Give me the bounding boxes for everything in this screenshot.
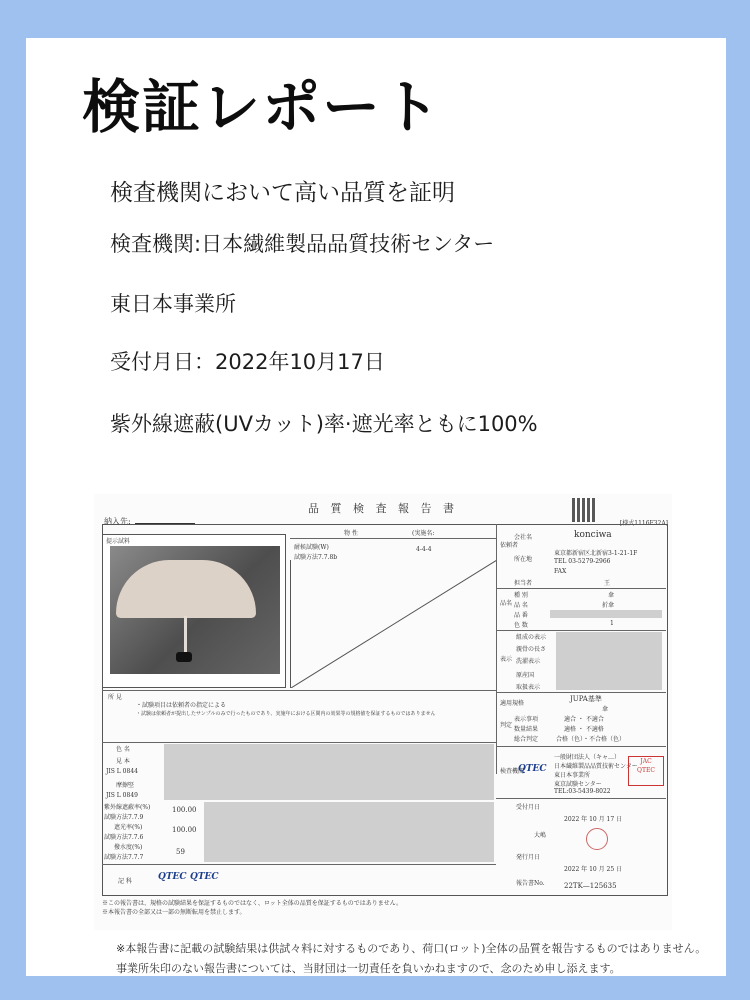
judge-row: 総合判定 bbox=[514, 736, 539, 743]
shaded-cell bbox=[550, 610, 662, 618]
shade-rate-label: 遮光率(%) bbox=[114, 824, 143, 831]
row-label: 摩擦堅 bbox=[116, 782, 135, 789]
inspection-agency: 検査機関:日本繊維製品品質技術センター bbox=[110, 232, 495, 256]
company-name: konciwa bbox=[574, 530, 612, 540]
judge-row: 数量結果 bbox=[514, 726, 539, 733]
qr-code-icon bbox=[572, 498, 596, 522]
org-line: 東京試験センター bbox=[554, 781, 602, 788]
umbrella-canopy-icon bbox=[116, 560, 256, 618]
divider bbox=[496, 588, 666, 589]
footer-note: ※本報告書に記載の試験結果は供試々料に対するものであり、荷口(ロット)全体の品質を報告するものではありません。 bbox=[116, 942, 707, 955]
judge-row: 表示事項 bbox=[514, 716, 539, 723]
blank-diagonal-area bbox=[290, 560, 497, 688]
divider bbox=[496, 524, 497, 774]
org-line: 一般財団法人（キャ…） bbox=[554, 754, 621, 761]
row-label: JIS L 0849 bbox=[106, 792, 138, 799]
umbrella-shaft-icon bbox=[184, 616, 187, 656]
divider bbox=[496, 630, 666, 631]
shaded-results bbox=[204, 802, 494, 862]
water-method: 試験方法7.7.7 bbox=[104, 854, 144, 861]
agency-office: 東日本事業所 bbox=[110, 292, 236, 316]
property-label: 物 性 bbox=[344, 530, 358, 537]
kind-value: 傘 bbox=[608, 592, 615, 599]
display-row: 組成の表示 bbox=[516, 634, 547, 641]
standard-value: JUPA基準 bbox=[570, 695, 602, 703]
name-value: 折傘 bbox=[602, 602, 615, 609]
telephone: TEL 03-5279-2966 bbox=[554, 558, 611, 565]
row-label: 見 本 bbox=[116, 758, 130, 765]
divider bbox=[496, 798, 666, 799]
display-row: 原産国 bbox=[516, 672, 535, 679]
row-label: JIS L 0844 bbox=[106, 768, 138, 775]
row-label: 色 名 bbox=[116, 746, 130, 753]
uv-summary: 紫外線遮蔽(UVカット)率·遮光率ともに100% bbox=[110, 412, 538, 436]
address-label: 所在地 bbox=[514, 556, 533, 563]
page-title: 検証レポート bbox=[82, 73, 443, 141]
receipt-date-value: 2022 年 10 月 17 日 bbox=[564, 816, 623, 823]
divider bbox=[496, 746, 666, 747]
person-name: 王 bbox=[604, 580, 611, 587]
staff-name: 大嶋 bbox=[534, 832, 547, 839]
umbrella-handle-icon bbox=[176, 652, 192, 662]
display-label: 表示 bbox=[500, 656, 513, 663]
diagonal-line bbox=[291, 560, 497, 688]
report-title: 品 質 検 査 報 告 書 bbox=[308, 502, 458, 515]
report-note: ※この報告書は、規格の試験結果を保証するものではなく、ロット全体の品質を保証するものではありません。 bbox=[102, 900, 403, 907]
form-number: [様式1116F32A] bbox=[619, 520, 668, 527]
kind-label: 種 別 bbox=[514, 592, 528, 599]
item-label: 品名 bbox=[500, 600, 513, 607]
color-count: 1 bbox=[610, 620, 614, 627]
report-note: ※本報告書の全部又は一部の無断転用を禁止します。 bbox=[102, 909, 246, 916]
water-value: 59 bbox=[176, 848, 185, 856]
judge-label: 判定 bbox=[500, 722, 513, 729]
divider bbox=[102, 742, 496, 743]
opinion-line: ・試験は依頼者が提出したサンプルのみで行ったものであり、実施年における区間内の効果等の規格値を保証するものではありません bbox=[136, 711, 436, 717]
qtec-logo-icon: QTEC bbox=[190, 872, 219, 882]
divider bbox=[102, 690, 496, 691]
test-report-document bbox=[94, 494, 672, 930]
shade-value: 100.00 bbox=[172, 826, 197, 834]
qtec-logo-icon: QTEC bbox=[518, 764, 547, 774]
person-label: 担当者 bbox=[514, 580, 533, 587]
standard-sub: 傘 bbox=[602, 706, 609, 713]
name-label: 品 名 bbox=[514, 602, 528, 609]
divider bbox=[496, 692, 666, 693]
footer-note: 事業所朱印のない報告書については、当財団は一切責任を負いかねますので、念のため申し添えます。 bbox=[116, 962, 621, 975]
address: 東京都新宿区北新宿3-1-21-1F bbox=[554, 550, 638, 557]
umbrella-photo bbox=[110, 546, 280, 674]
report-number-label: 報告書No. bbox=[516, 880, 545, 887]
client-label: 依頼者 bbox=[500, 542, 519, 549]
uv-rate-label: 紫外線遮蔽率(%) bbox=[104, 804, 151, 811]
water-label: 撥水度(%) bbox=[114, 844, 143, 851]
receipt-date: 受付月日：2022年10月17日 bbox=[110, 350, 385, 374]
display-row: 洗濯表示 bbox=[516, 658, 541, 665]
org-label: 検査機関 bbox=[500, 768, 525, 775]
opinion-line: ・試験項目は依頼者の指定による bbox=[136, 702, 227, 709]
fax: FAX bbox=[554, 568, 567, 575]
red-seal-icon: JAC QTEC bbox=[628, 756, 664, 786]
org-line: TEL:03-5439-8022 bbox=[554, 788, 611, 795]
issue-label: 発行月日 bbox=[516, 854, 541, 861]
shade-method: 試験方法7.7.6 bbox=[104, 834, 144, 841]
opinion-label: 所 見 bbox=[108, 694, 122, 701]
receipt-label: 受付月日 bbox=[516, 804, 541, 811]
org-line: 東日本事業所 bbox=[554, 772, 591, 779]
stamp-label: 記 科 bbox=[118, 878, 132, 885]
divider bbox=[290, 538, 496, 539]
report-number: 22TK—125635 bbox=[564, 882, 617, 890]
display-row: 親骨の長さ bbox=[516, 646, 547, 653]
test-result: 4-4-4 bbox=[416, 546, 432, 553]
test-name: 耐候試験(W) bbox=[294, 544, 329, 551]
display-row: 取扱表示 bbox=[516, 684, 541, 691]
judge-value: 適合 ・ 不適合 bbox=[564, 716, 604, 723]
shaded-grid bbox=[164, 744, 494, 800]
method-label: (実施名: bbox=[412, 530, 435, 537]
shaded-display-cells bbox=[556, 632, 662, 690]
uv-value: 100.00 bbox=[172, 806, 197, 814]
uv-method: 試験方法7.7.9 bbox=[104, 814, 144, 821]
judge-value: 合格（色）・不合格（色） bbox=[556, 736, 626, 743]
qtec-logo-icon: QTEC bbox=[158, 872, 187, 882]
judge-value: 適格 ・ 不適格 bbox=[564, 726, 604, 733]
addressee-label: 納入先: bbox=[104, 516, 195, 527]
divider bbox=[102, 864, 496, 865]
staff-stamp-icon bbox=[586, 828, 608, 850]
company-label: 会社名 bbox=[514, 534, 533, 541]
org-line: 日本繊維製品品質技術センター bbox=[554, 763, 638, 770]
test-method: 試験方法7.7.8b bbox=[294, 554, 338, 561]
number-label: 品 番 bbox=[514, 612, 528, 619]
sample-label: 提示試料 bbox=[106, 538, 131, 545]
color-count-label: 色 数 bbox=[514, 622, 528, 629]
standard-label: 適用規格 bbox=[500, 700, 525, 707]
subtitle-quality: 検査機関において高い品質を証明 bbox=[110, 180, 455, 206]
issue-date-value: 2022 年 10 月 25 日 bbox=[564, 866, 623, 873]
